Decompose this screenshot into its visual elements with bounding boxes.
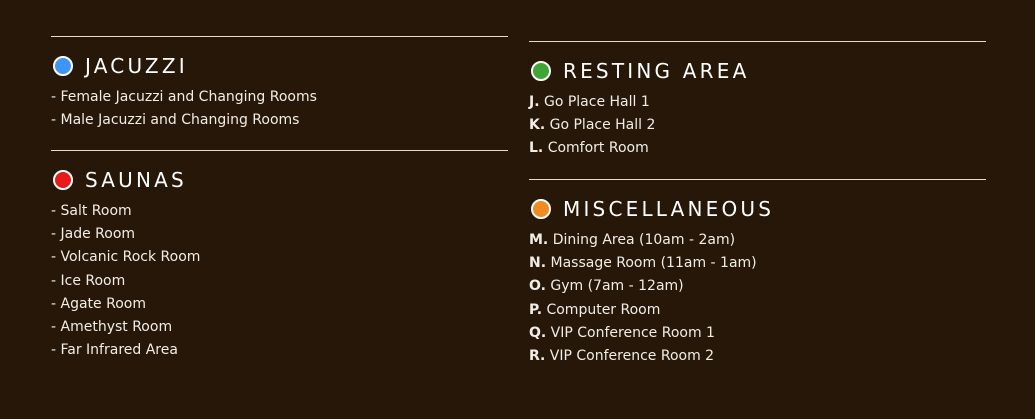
item-letter: R. xyxy=(529,348,546,365)
list-item: - Jade Room xyxy=(51,226,136,243)
item-text: Dining Area (10am - 2am) xyxy=(548,232,736,248)
jacuzzi-heading xyxy=(51,51,508,81)
orange-dot-icon xyxy=(531,199,551,219)
jacuzzi-title: JACUZZI xyxy=(85,54,188,78)
item-letter: P. xyxy=(529,301,543,318)
saunas-list xyxy=(51,200,508,362)
list-item: - Amethyst Room xyxy=(51,319,173,336)
list-item xyxy=(529,114,986,137)
miscellaneous-heading xyxy=(529,194,986,224)
item-letter: J. xyxy=(529,94,540,110)
item-text: VIP Conference Room 2 xyxy=(545,348,715,365)
item-text: Go Place Hall 2 xyxy=(545,117,656,134)
saunas-section xyxy=(51,150,508,362)
list-item xyxy=(529,137,986,160)
item-letter: M. xyxy=(529,232,549,248)
jacuzzi-list xyxy=(51,86,508,132)
resting-area-title: RESTING AREA xyxy=(563,59,750,83)
item-letter: O. xyxy=(529,278,546,295)
item-letter: N. xyxy=(529,255,547,272)
red-dot-icon xyxy=(53,170,73,190)
resting-area-list xyxy=(529,91,986,161)
list-item: - Female Jacuzzi and Changing Rooms xyxy=(51,89,317,105)
list-item: - Far Infrared Area xyxy=(51,342,178,359)
list-item: - Ice Room xyxy=(51,272,126,289)
list-item xyxy=(529,299,986,322)
item-text: Comfort Room xyxy=(543,140,649,157)
item-text: Computer Room xyxy=(542,301,661,318)
miscellaneous-list xyxy=(529,229,986,368)
jacuzzi-section xyxy=(51,36,508,132)
item-text: Massage Room (11am - 1am) xyxy=(546,255,757,272)
miscellaneous-section xyxy=(529,179,986,368)
green-dot-icon xyxy=(531,61,551,81)
resting-area-section xyxy=(529,41,986,161)
list-item xyxy=(529,345,986,368)
list-item: - Volcanic Rock Room xyxy=(51,249,201,266)
list-item xyxy=(529,229,986,252)
blue-dot-icon xyxy=(53,56,73,76)
list-item xyxy=(529,252,986,275)
list-item: - Salt Room xyxy=(51,203,132,219)
item-text: Go Place Hall 1 xyxy=(539,94,650,110)
saunas-heading xyxy=(51,165,508,195)
list-item: - Agate Room xyxy=(51,295,146,312)
list-item: - Male Jacuzzi and Changing Rooms xyxy=(51,112,300,129)
resting-area-heading xyxy=(529,56,986,86)
saunas-title: SAUNAS xyxy=(85,168,187,192)
item-letter: Q. xyxy=(529,324,547,341)
list-item xyxy=(529,275,986,298)
miscellaneous-title: MISCELLANEOUS xyxy=(563,197,775,221)
item-text: Gym (7am - 12am) xyxy=(545,278,684,295)
item-text: VIP Conference Room 1 xyxy=(546,324,715,341)
item-letter: L. xyxy=(529,140,544,157)
list-item xyxy=(529,322,986,345)
list-item xyxy=(529,91,986,114)
item-letter: K. xyxy=(529,117,546,134)
